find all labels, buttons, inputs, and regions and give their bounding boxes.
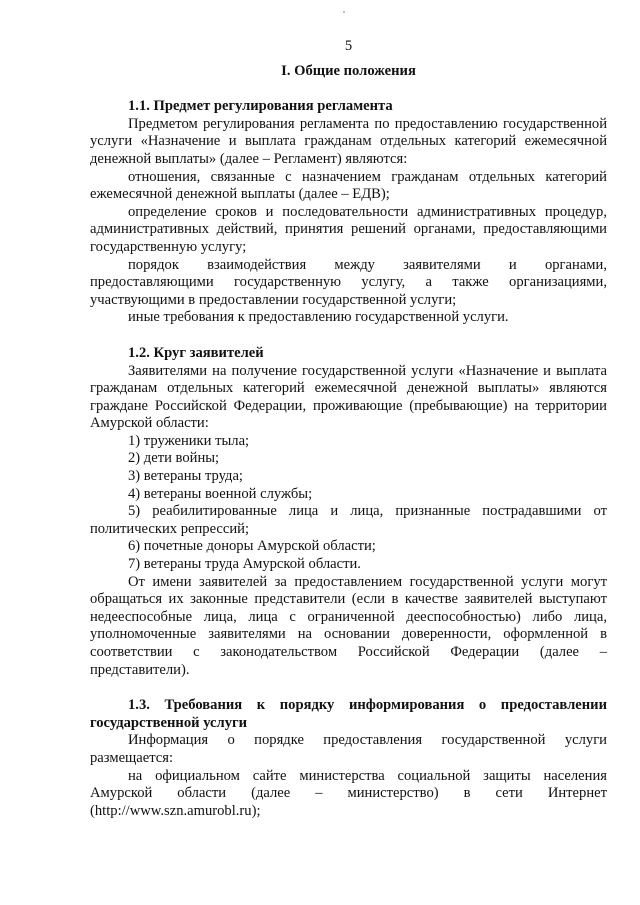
list-item: 2) дети войны; [128,450,220,467]
paragraph: на официальном сайте министерства социальной защиты населения Амурской области (далее – министерство) в сети Интернет (http://www.szn.amurobl.ru); [90,767,607,819]
list-item: 3) ветераны труда; [128,468,243,485]
section-1-3 [90,697,607,820]
paragraph: порядок взаимодействия между заявителями и органами, предоставляющими государственную услугу, а также организациями, участвующими в предоставлении государственной услуги; [90,256,607,308]
section-title: I. Общие положения [281,62,416,79]
list-item: 1) труженики тыла; [128,432,250,449]
section-1-3-title: 1.3. Требования к порядку информирования о предоставлении государственной услуги [90,697,607,731]
section-1-2 [90,345,607,679]
list-item: 5) реабилитированные лица и лица, признанные пострадавшими от политических репрессий; [90,503,607,537]
paragraph: От имени заявителей за предоставлением государственной услуги могут обращаться их законные представители (если в качестве заявителей выступают недееспособные лица, лица с ограниченной дееспособностью) либо лица, уполномоченные заявителями на основании доверенности, оформленной в соответствии с законодательством Российской Федерации (далее – представители). [90,573,607,678]
list-item: 6) почетные доноры Амурской области; [128,538,376,555]
page-number: 5 [344,38,353,54]
section-1-2-title: 1.2. Круг заявителей [128,344,264,361]
scan-speck [343,11,345,13]
paragraph: иные требования к предоставлению государственной услуги. [128,309,509,326]
paragraph: Предметом регулирования регламента по предоставлению государственной услуги «Назначение и выплата гражданам отдельных категорий ежемесячной денежной выплаты» (далее – Регламент) являются: [90,115,607,167]
paragraph: Информация о порядке предоставления государственной услуги размещается: [90,732,607,766]
paragraph: отношения, связанные с назначением гражданам отдельных категорий ежемесячной денежной выплаты (далее – ЕДВ); [90,168,607,203]
list-item: 7) ветераны труда Амурской области. [128,556,361,573]
document-page [90,38,607,820]
section-1-1-title: 1.1. Предмет регулирования регламента [128,98,393,115]
list-item: 4) ветераны военной службы; [128,485,313,502]
section-1-1 [90,98,607,327]
paragraph: Заявителями на получение государственной услуги «Назначение и выплата гражданам отдельных категорий ежемесячной денежной выплаты» являются граждане Российской Федерации, проживающие (пребывающие) на территории Амурской области: [90,362,607,432]
paragraph: определение сроков и последовательности административных процедур, административных действий, принятия решений органами, предоставляющими государственную услугу; [90,203,607,255]
